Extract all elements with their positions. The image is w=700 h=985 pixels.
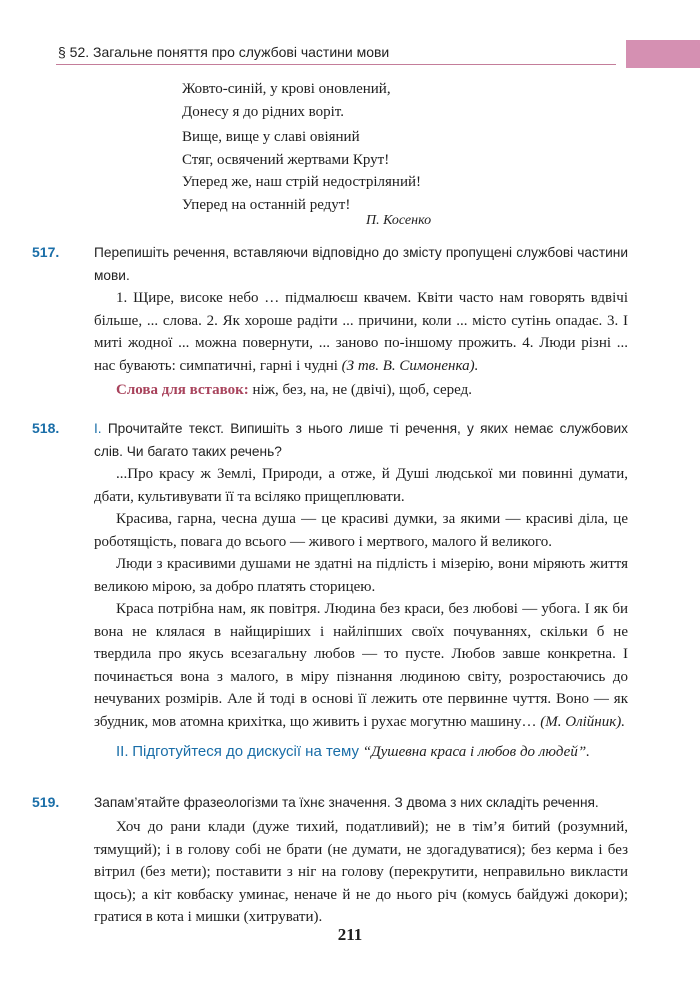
part-2-topic: “Душевна краса і любов до людей”. (362, 744, 590, 760)
running-header: § 52. Загальне поняття про службові частини мови (58, 44, 390, 60)
exercise-518-paragraph: ...Про красу ж Землі, Природи, а отже, й Душі людської ми повинні думати, дбати, культивувати її та всіляко прищеплювати. (94, 466, 628, 505)
page-number: 211 (337, 925, 363, 944)
exercise-518-body (94, 463, 628, 764)
poem-stanza-1 (182, 78, 482, 123)
words-list: ніж, без, на, не (двічі), щоб, серед. (252, 382, 472, 398)
part-1-task: Прочитайте текст. Випишіть з нього лише ті речення, у яких немає службових слів. Чи багато таких речень? (94, 421, 628, 459)
exercise-518-task (94, 418, 628, 463)
exercise-518-paragraph: Люди з красивими душами не здатні на підлість і мізерію, вони міряють життя великою мірою, за добро платять сторицею. (94, 556, 628, 595)
exercise-518-part-2 (94, 741, 628, 764)
exercise-517-sentences: 1. Щире, високе небо … підмалюєш квачем. Квіти часто нам говорять вдвічі більше, ... слова. 2. Як хороше радіти ... причини, коли ... місто сутінь опадає. 3. І миті жодної ... можна повернути, ... заново по-іншому прожить. 4. Люди різні ... нас бувають: симпатичні, гарні і чудні (94, 290, 628, 374)
exercise-518-paragraph: Красива, гарна, чесна душа — це красиві думки, за якими — красиві діла, це роботящість, повага до всього — живого і мертвого, малого й великого. (94, 511, 628, 550)
exercise-518-source: (М. Олійник). (540, 713, 625, 730)
exercise-518-paragraph (94, 598, 628, 733)
exercise-519-task: Запам’ятайте фразеологізми та їхнє значення. З двома з них складіть речення. (94, 795, 599, 810)
poem-line: Стяг, освячений жертвами Крут! (182, 151, 390, 168)
words-label: Слова для вставок: (116, 382, 249, 398)
exercise-519-number: 519. (32, 794, 60, 810)
header-color-tab (626, 40, 700, 68)
exercise-518-number: 518. (32, 420, 60, 436)
exercise-517-words (94, 379, 628, 402)
poem-line: Уперед же, наш стрій недостріляний! (182, 174, 421, 190)
poem-line: Донесу я до рідних воріт. (182, 103, 344, 120)
exercise-517-number: 517. (32, 244, 60, 260)
exercise-519-body (94, 816, 628, 929)
exercise-519-text: Хоч до рани клади (дуже тихий, податливий); не в тім’я битий (розумний, тямущий); і в голову собі не брати (не думати, не здогадуватися); без керма і без вітрил (без мети); поставити з ніг на голову (перекрутити, неправильно викласти щось); а кіт ковбаску уминає, неначе й не до нього річ (комусь байдужі докори); гратися в кота і мишки (хитрувати). (94, 819, 628, 925)
exercise-517-body (94, 287, 628, 402)
poem-author: П. Косенко (366, 213, 432, 228)
part-1-label: I. (94, 421, 102, 436)
exercise-517-source: (З тв. В. Симоненка). (341, 357, 479, 374)
exercise-518-paragraph-text: Краса потрібна нам, як повітря. Людина без краси, без любові — убога. І як би вона не клялася в найщиріших і найліпших своїх почуваннях, скільки б не твердила про якусь всезагальну любов — то пусте. Любов завше конкретна. І починається вона з малого, в міру пізнання людиною світу, розростаючись до нечуваних розмірів. Але й тоді в основі її лежить оте первинне чуття. Воно — як збудник, мов атомна крихітка, що живить і рухає могутню машину… (94, 601, 628, 730)
poem-line: Уперед на останній редут! (182, 196, 351, 213)
header-rule (56, 64, 616, 65)
exercise-517-text (94, 287, 628, 377)
part-2-label: II. (116, 743, 129, 760)
poem-stanza-2 (182, 126, 482, 216)
exercise-517-task: Перепишіть речення, вставляючи відповідно до змісту пропущені службові частини мови. (94, 245, 628, 283)
poem-line: Жовто-синій, у крові оновлений, (182, 81, 391, 97)
part-2-task: Підготуйтеся до дискусії на тему (132, 743, 359, 760)
poem-line: Вище, вище у славі овіяний (182, 129, 360, 145)
